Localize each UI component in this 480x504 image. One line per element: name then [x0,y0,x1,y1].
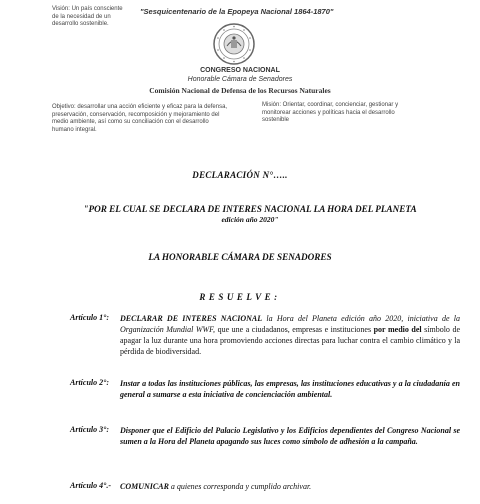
article-4-label: Artículo 4°.- [70,481,111,490]
resolves-heading: RESUELVE: [199,292,281,302]
article-1-body [120,313,460,357]
chamber-heading: LA HONORABLE CÁMARA DE SENADORES [148,252,332,262]
objective-statement: Objetivo: desarrollar una acción eficiente y eficaz para la defensa, preservación, conservación, recomposición y mejoramiento del medio ambiente, así como su conciliación con el desarrollo humano integral. [52,104,228,133]
article-1-part: símbolo de apagar la luz durante una hora promoviendo acciones directas para luchar contra el cambio climático y la pérdida de biodiversidad. [120,325,460,356]
mission-statement: Misión: Orientar, coordinar, concienciar, gestionar y monitorear acciones y políticas hacia el desarrollo sostenible [262,102,399,123]
camara-heading: Honorable Cámara de Senadores [187,76,293,83]
senate-seal-icon [212,22,256,66]
article-1-part: que une a ciudadanos, empresas e instituciones [217,325,374,334]
congreso-heading: CONGRESO NACIONAL [200,67,280,74]
vision-statement: Visión: Un país consciente de la necesidad de un desarrollo sostenible. [52,6,123,27]
declaration-title: "POR EL CUAL SE DECLARA DE INTERES NACIONAL LA HORA DEL PLANETA [83,204,417,214]
article-4-body [120,481,460,492]
article-1-label: Artículo 1°: [70,313,109,322]
article-4-part: a quienes corresponda y cumplido archivar. [168,482,312,491]
declaration-number: DECLARACIÓN N°….. [192,170,288,180]
article-3-body: Disponer que el Edificio del Palacio Legislativo y los Edificios dependientes del Congreso Nacional se sumen a la Hora del Planeta apagando sus luces como símbolo de adhesión a la campaña. [120,426,460,446]
article-2-body: Instar a todas las instituciones públicas, las empresas, las instituciones educativas y a la ciudadanía en general a sumarse a esta iniciativa de concienciación ambiental. [120,379,460,399]
comision-heading: Comisión Nacional de Defensa de los Recursos Naturales [149,86,331,95]
article-3-label: Artículo 3°: [70,425,109,434]
article-4-part: COMUNICAR [120,482,169,491]
declaration-subtitle: edición año 2020" [221,215,279,224]
article-1-part: la Hora del Planeta edición año 2020, iniciativa de la Organización Mundial WWF, [120,314,460,334]
header-slogan: "Sesquicentenario de la Epopeya Nacional 1864-1870" [140,7,334,16]
article-1-part: por medio del [373,325,422,334]
article-2-label: Artículo 2°: [70,378,109,387]
article-1-part: DECLARAR DE INTERES NACIONAL [120,314,263,323]
